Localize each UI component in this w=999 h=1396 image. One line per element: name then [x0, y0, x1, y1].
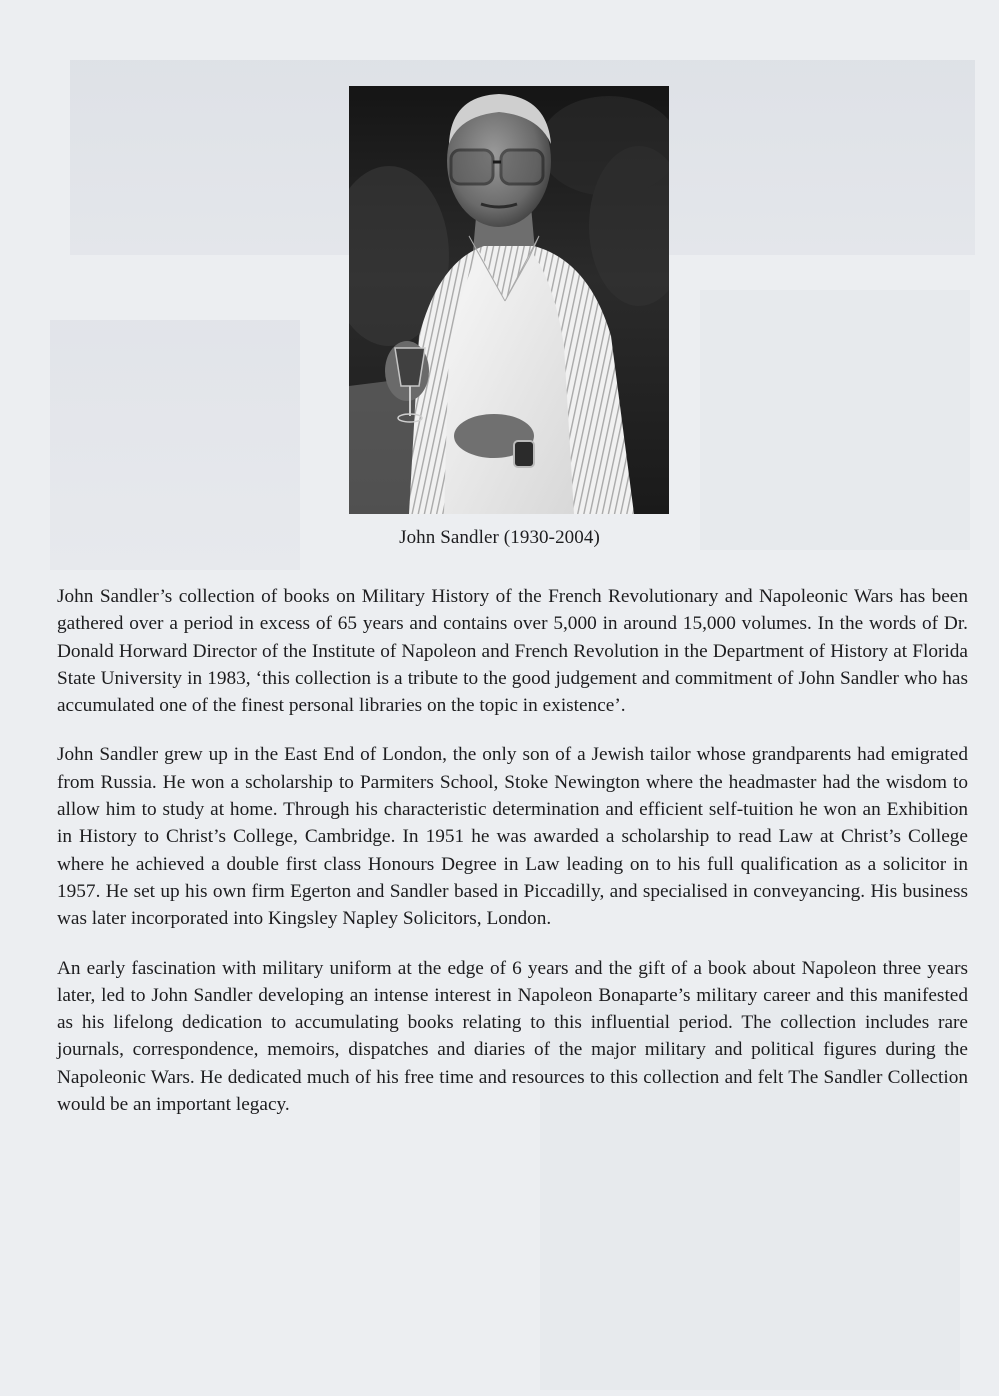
paragraph-early-life: John Sandler grew up in the East End of London, the only son of a Jewish tailor whose grandparents had emigrated from Russia. He won a scholarship to Parmiters School, Stoke Newington where the headmaster had the wisdom to allow him to study at home. Through his characteristic determination and efficient self-tuition he won an Exhibition in History to Christ’s College, Cambridge. In 1951 he was awarded a scholarship to read Law at Christ’s College where he achieved a double first class Honours Degree in Law leading on to his full qualification as a solicitor in 1957. He set up his own firm Egerton and Sandler based in Piccadilly, and specialised in conveyancing. His business was later incorporated into Kingsley Napley Solicitors, London.: [57, 744, 968, 930]
photo-caption: John Sandler (1930-2004): [399, 527, 600, 548]
paragraph-collection-intro: John Sandler’s collection of books on Military History of the French Revolutionary and Napoleonic Wars has been gathered over a period in excess of 65 years and contains over 5,000 in around 15,000 volumes. In the words of Dr. Donald Horward Director of the Institute of Napoleon and French Revolution in the Department of History at Florida State University in 1983, ‘this collection is a tribute to the good judgement and commitment of John Sandler who has accumulated one of the finest personal libraries on the topic in existence’.: [57, 586, 968, 717]
portrait-photo: [349, 86, 669, 514]
paragraph-napoleon-interest: An early fascination with military uniform at the edge of 6 years and the gift of a book about Napoleon three years later, led to John Sandler developing an intense interest in Napoleon Bonaparte’s military career and this manifested as his lifelong dedication to accumulating books relating to this influential period. The collection includes rare journals, correspondence, memoirs, dispatches and diaries of the major military and political figures during the Napoleonic Wars. He dedicated much of his free time and resources to this collection and felt The Sandler Collection would be an important legacy.: [57, 957, 968, 1116]
portrait-photo-image: [349, 86, 669, 514]
bleed-through-shadow-right: [700, 290, 970, 550]
biography-text: [57, 583, 968, 1140]
